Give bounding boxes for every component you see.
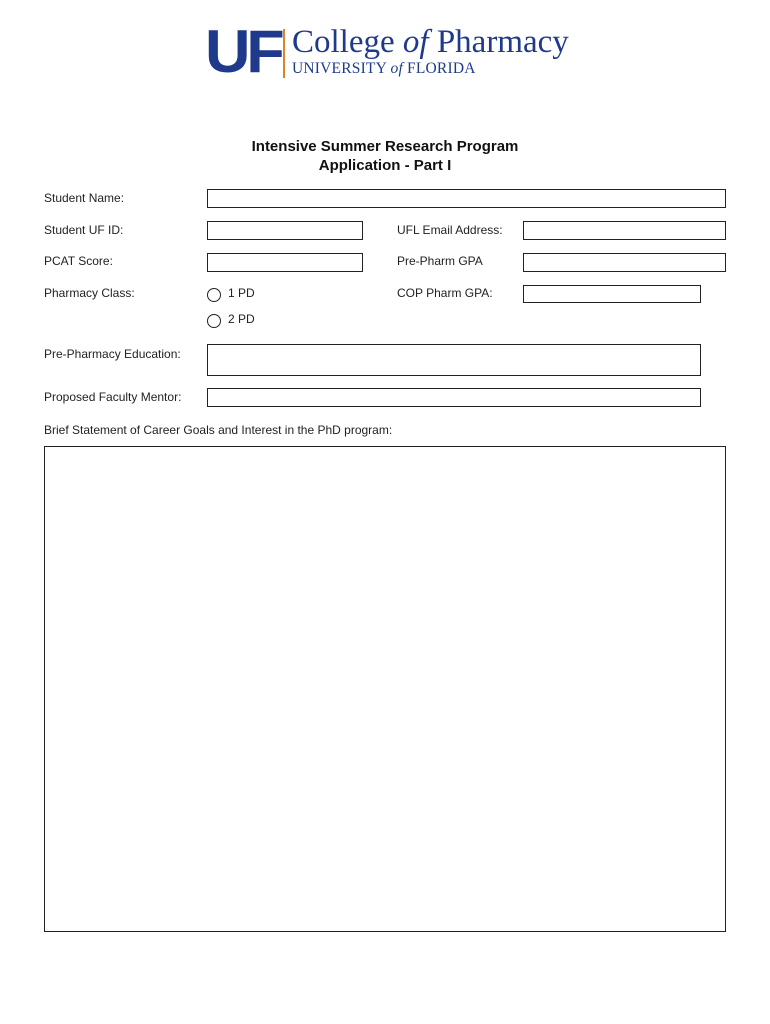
univ-prefix: UNIVERSITY	[292, 60, 391, 77]
college-prefix: College	[292, 24, 403, 60]
pcat-input[interactable]	[207, 253, 363, 272]
class-1pd-label: 1 PD	[228, 286, 255, 300]
logo-divider	[283, 29, 285, 78]
page-subtitle: Application - Part I	[318, 157, 452, 174]
univ-suffix: FLORIDA	[402, 60, 476, 77]
class-1pd-radio[interactable]	[207, 288, 221, 302]
college-of: of	[402, 24, 429, 60]
college-suffix: Pharmacy	[428, 24, 569, 60]
mentor-input[interactable]	[207, 388, 701, 407]
mentor-label: Proposed Faculty Mentor:	[44, 390, 182, 404]
univ-of: of	[390, 60, 403, 77]
uf-logo-mark: UF	[205, 18, 281, 85]
cop-gpa-label: COP Pharm GPA:	[397, 286, 493, 300]
pharmacy-class-label: Pharmacy Class:	[44, 286, 135, 300]
college-name	[292, 24, 569, 60]
statement-label: Brief Statement of Career Goals and Interest in the PhD program:	[44, 423, 393, 437]
page-title: Intensive Summer Research Program	[251, 138, 519, 155]
email-label: UFL Email Address:	[397, 223, 503, 237]
statement-textarea[interactable]	[44, 446, 726, 932]
class-2pd-radio[interactable]	[207, 314, 221, 328]
class-2pd-label: 2 PD	[228, 312, 255, 326]
email-input[interactable]	[523, 221, 726, 240]
student-name-label: Student Name:	[44, 191, 125, 205]
prepharm-gpa-label: Pre-Pharm GPA	[397, 254, 483, 268]
prepharm-education-label: Pre-Pharmacy Education:	[44, 347, 181, 361]
cop-gpa-input[interactable]	[523, 285, 701, 303]
prepharm-gpa-input[interactable]	[523, 253, 726, 272]
pcat-label: PCAT Score:	[44, 254, 113, 268]
student-name-input[interactable]	[207, 189, 726, 208]
prepharm-education-input[interactable]	[207, 344, 701, 376]
uf-id-label: Student UF ID:	[44, 223, 124, 237]
university-name	[292, 60, 476, 78]
uf-id-input[interactable]	[207, 221, 363, 240]
